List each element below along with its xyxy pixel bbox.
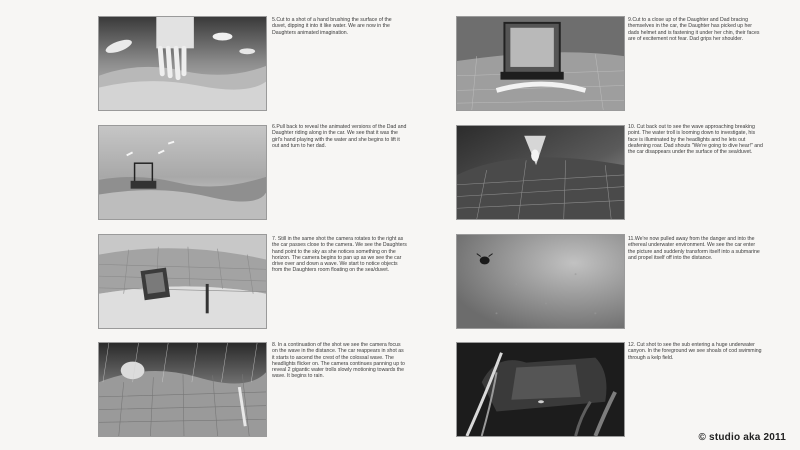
caption-frame-11: 11.We're now pulled away from the danger and into the ethereal underwater environment. We see the car enter the picture and suddenly transform itself into a submarine and propel itself off into the distance. xyxy=(628,236,760,261)
caption-frame-9: 9.Cut to a close up of the Daughter and Dad bracing themselves in the car, the Daughter has picked up her dads helmet and is fastening it under her chin, their faces are of excitement not fear. Dad grips her shoulder. xyxy=(628,17,760,42)
storyboard-frame-12 xyxy=(456,342,625,437)
caption-frame-8: 8. In a continuation of the shot we see the camera focus on the wave in the distance. The car reappears in shot as it starts to ascend the crest of the colossal wave. The headlights flicker on. The camera continues panning up to reveal 2 gigantic water trolls slowly motioning towards the wave. It begins to rain. xyxy=(272,342,405,380)
storyboard-frame-7 xyxy=(98,234,267,329)
storyboard-frame-10 xyxy=(456,125,625,220)
storyboard-frame-9 xyxy=(456,16,625,111)
copyright-footer: © studio aka 2011 xyxy=(698,432,786,443)
storyboard-frame-8 xyxy=(98,342,267,437)
storyboard-frame-11 xyxy=(456,234,625,329)
caption-frame-10: 10. Cut back out to see the wave approaching breaking point. The water troll is looming down to investigate, his face is illuminated by the headlights and he lets out deafening roar. Dad shouts "We're going to dive hear!" and the car disappears under the surface of the sea/duvet. xyxy=(628,124,763,156)
caption-frame-12: 12. Cut shot to see the sub entering a huge underwater canyon. In the foreground we see shoals of cod swimming through a kelp field. xyxy=(628,342,762,361)
caption-frame-5: 5.Cut to a shot of a hand brushing the surface of the duvet, dipping it into it like water. We are now in the Daughters animated imagination. xyxy=(272,17,392,36)
storyboard-frame-5 xyxy=(98,16,267,111)
storyboard-frame-6 xyxy=(98,125,267,220)
caption-frame-6: 6.Pull back to reveal the animated versions of the Dad and Daughter riding along in the car. We see that it was the girl's hand playing with the water and she begins to lift it out and turn to her dad. xyxy=(272,124,407,149)
caption-frame-7: 7. Still in the same shot the camera rotates to the right as the car passes close to the camera. We see the Daughters hand point to the sky as she notices something on the horizon. The camera begins to pan up as we see the car drive over and down a wave. We start to notice objects from the Daughters room floating on the sea/duvet. xyxy=(272,236,407,274)
